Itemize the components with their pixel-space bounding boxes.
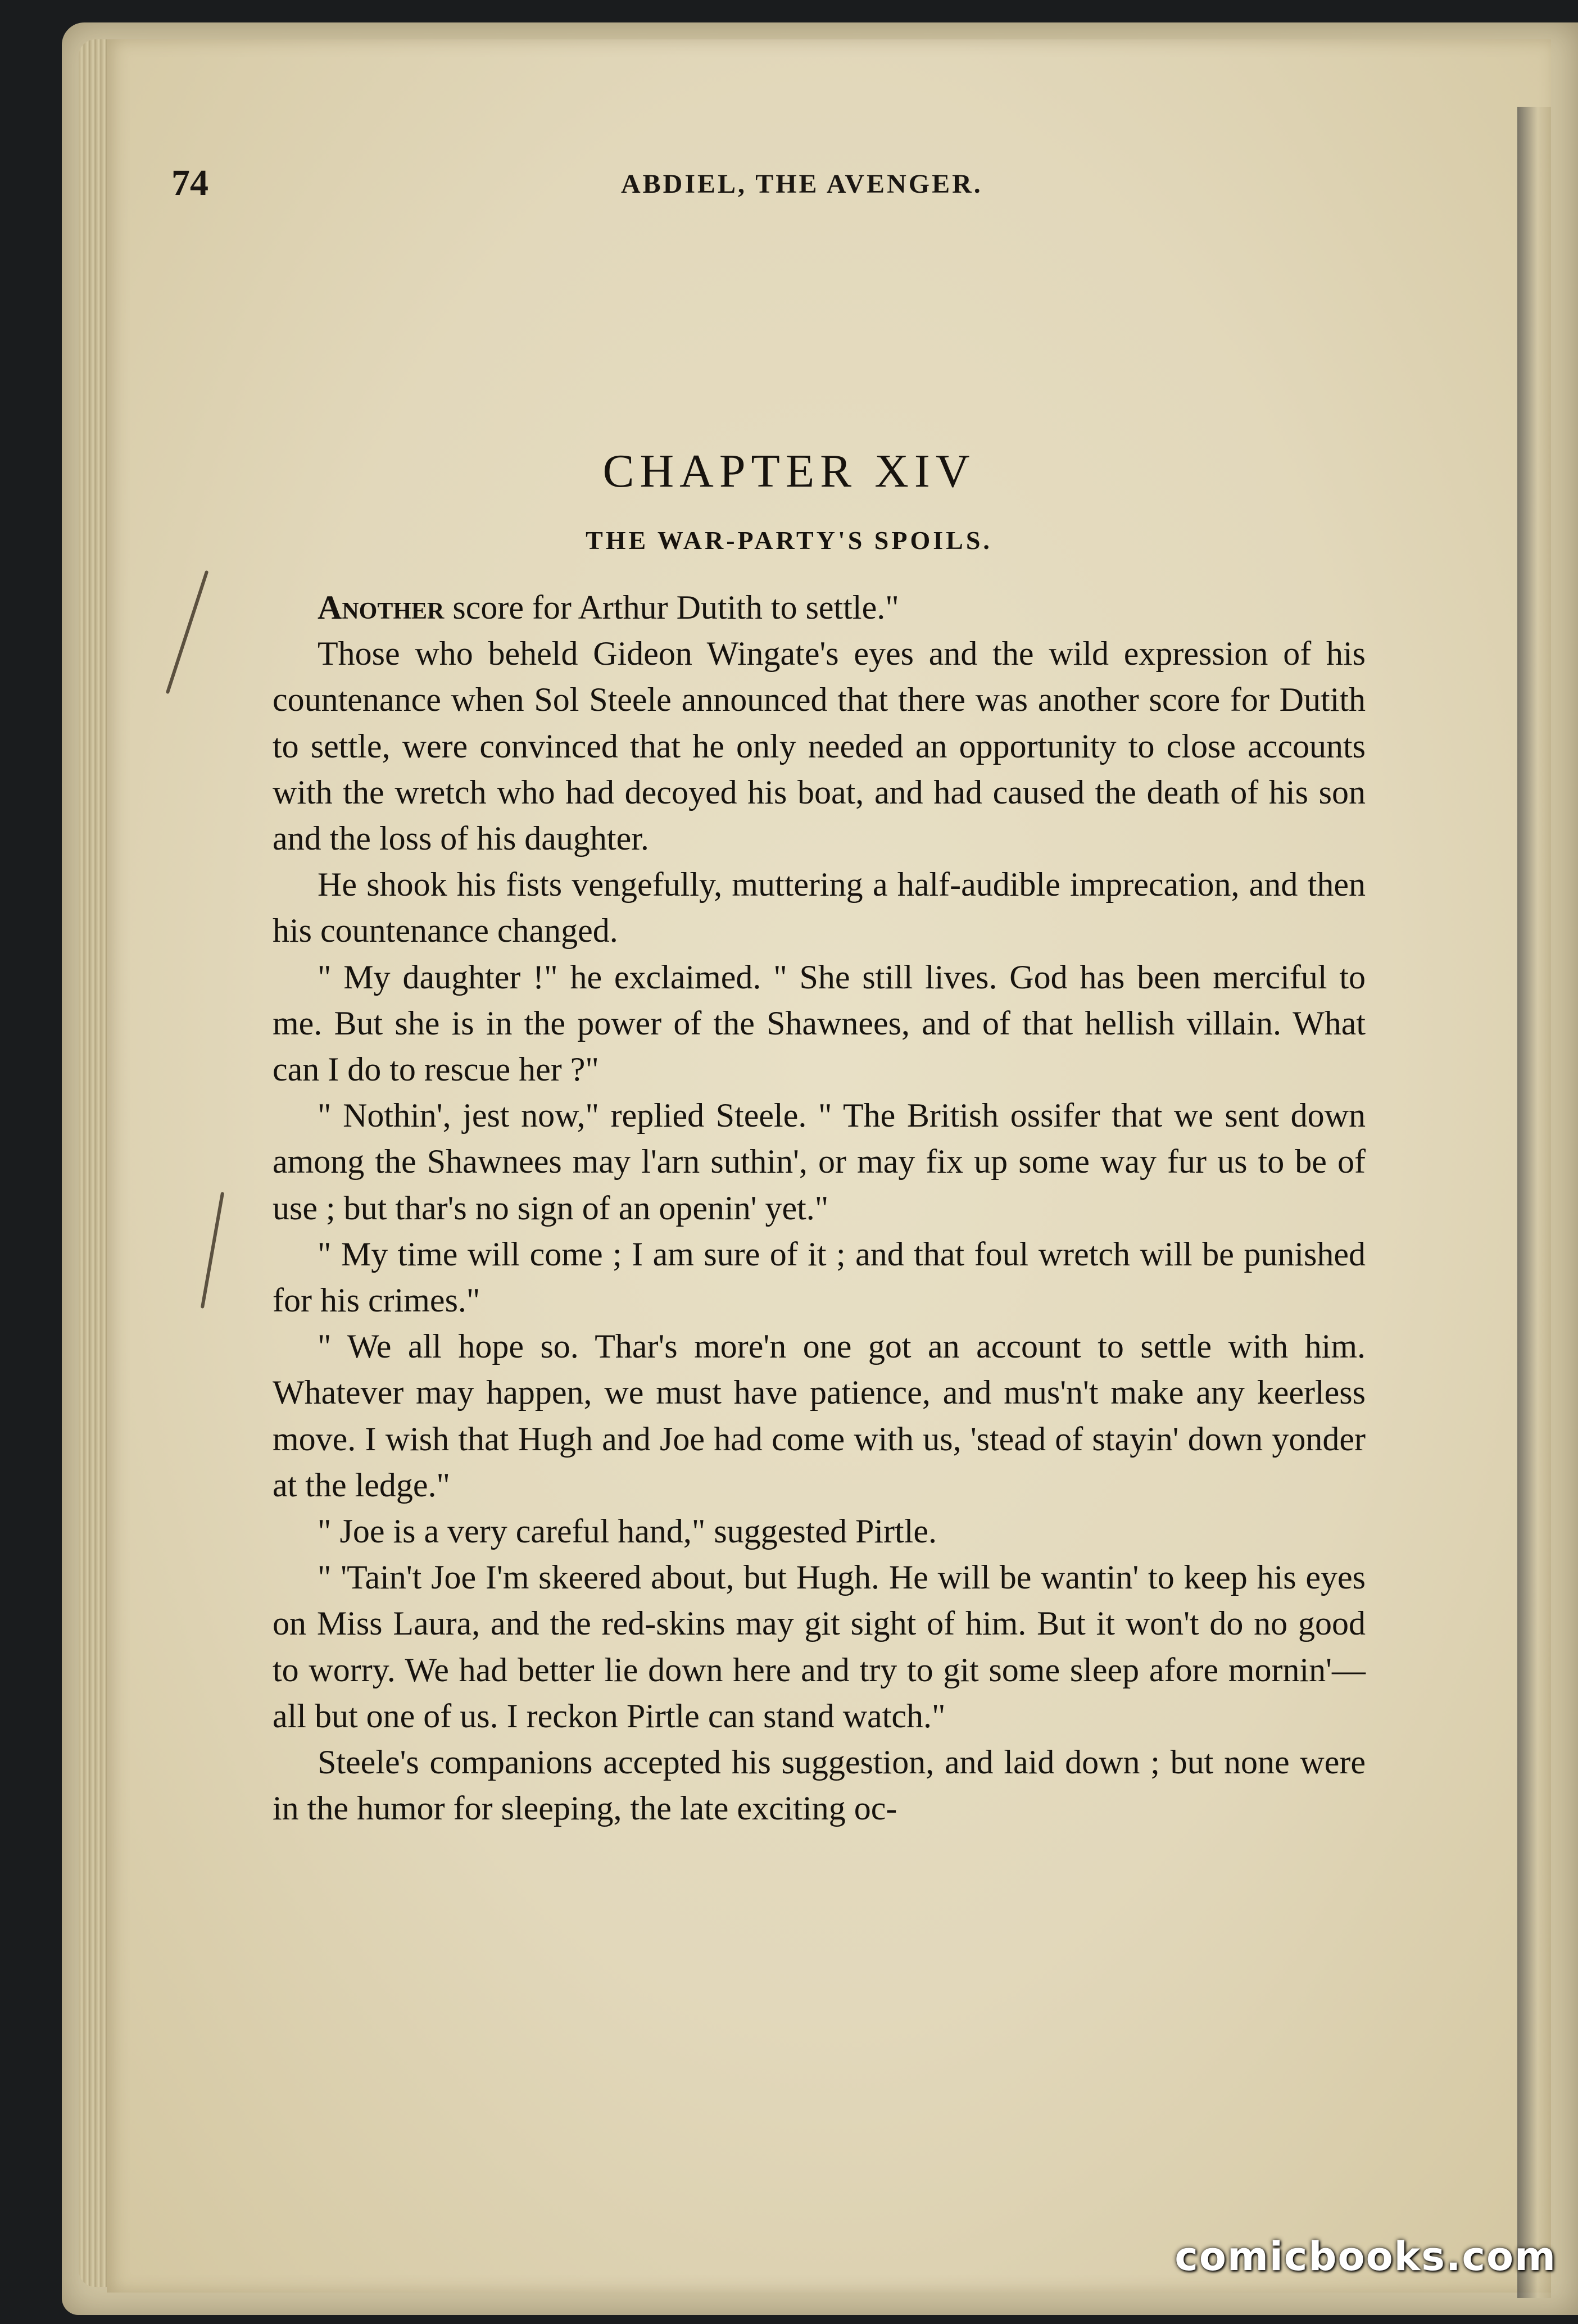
- paragraph: [273, 584, 1366, 630]
- paragraph: He shook his fists vengefully, muttering a half-audible imprecation, and then his countenance changed.: [273, 866, 1366, 950]
- facing-page-edge: [1517, 107, 1551, 2298]
- chapter-subtitle: THE WAR-PARTY'S SPOILS.: [586, 526, 992, 555]
- paragraph: " My time will come ; I am sure of it ; and that foul wretch will be punished for his crimes.": [273, 1235, 1366, 1319]
- chapter-title: CHAPTER XIV: [602, 445, 976, 497]
- paragraph-text: score for Arthur Dutith to settle.": [444, 589, 899, 626]
- paragraph: Steele's companions accepted his suggestion, and laid down ; but none were in the humor for sleeping, the late exciting oc-: [273, 1744, 1366, 1827]
- paragraph: " My daughter !" he exclaimed. " She still lives. God has been merciful to me. But she is in the power of the Shawnees, and of that hellish villain. What can I do to rescue her ?": [273, 958, 1366, 1088]
- running-title: ABDIEL, THE AVENGER.: [621, 169, 983, 199]
- paragraph: " We all hope so. Thar's more'n one got an account to settle with him. Whatever may happen, we must have patience, and mus'n't make any keerless move. I wish that Hugh and Joe had come with us, 'stead of stayin' down yonder at the ledge.": [273, 1328, 1366, 1504]
- body-text: [273, 584, 1366, 1831]
- running-head: [171, 162, 1408, 212]
- paragraph: " Nothin', jest now," replied Steele. " The British ossifer that we sent down among the Shawnees may l'arn suthin', or may fix up some way fur us to be of use ; but thar's no sign of an openin' yet.": [273, 1097, 1366, 1227]
- paragraph: " 'Tain't Joe I'm skeered about, but Hugh. He will be wantin' to keep his eyes on Miss Laura, and the red-skins may git sight of him. But it won't do no good to worry. We had better lie down here and try to git some sleep afore mornin'—all but one of us. I reckon Pirtle can stand watch.": [273, 1559, 1366, 1735]
- page-number: 74: [171, 162, 208, 203]
- paragraph: " Joe is a very careful hand," suggested Pirtle.: [318, 1513, 937, 1550]
- paragraph-lead: Another: [318, 589, 445, 626]
- paragraph: Those who beheld Gideon Wingate's eyes and the wild expression of his countenance when Sol Steele announced that there was another score for Dutith to settle, were convinced that he only needed an opportunity to close accounts with the wretch who had decoyed his boat, and had caused the death of his son and the loss of his daughter.: [273, 635, 1366, 857]
- watermark: comicbooks.com: [1175, 2234, 1557, 2280]
